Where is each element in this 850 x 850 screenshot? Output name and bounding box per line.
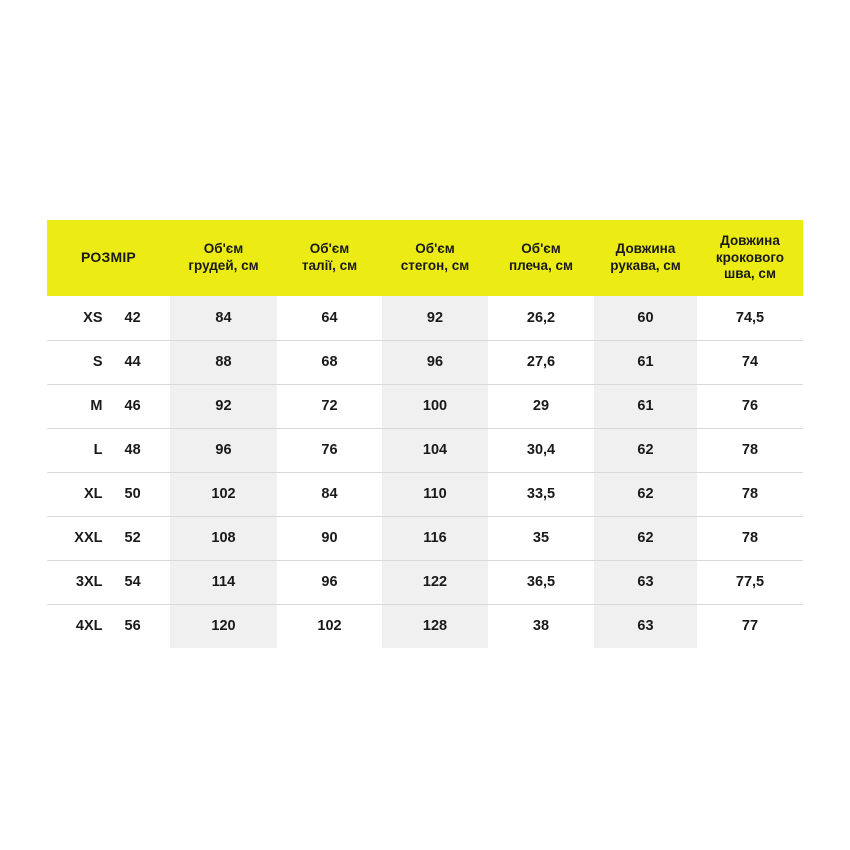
size-table	[47, 220, 803, 648]
cell-inseam: 77,5	[697, 560, 803, 604]
column-header-sleeve-line2: рукава, см	[610, 258, 681, 273]
cell-shoulder: 26,2	[488, 296, 594, 340]
cell-hips: 110	[382, 472, 488, 516]
cell-chest: 120	[170, 604, 277, 648]
size-letter: 4XL	[75, 618, 103, 635]
cell-sleeve: 63	[594, 560, 697, 604]
size-letter: L	[93, 442, 103, 458]
cell-waist: 96	[277, 560, 382, 604]
cell-size	[47, 428, 170, 472]
cell-size	[47, 296, 170, 340]
size-number: 52	[124, 530, 141, 546]
cell-inseam: 78	[697, 428, 803, 472]
cell-waist: 102	[277, 604, 382, 648]
column-header-waist-line2: талії, см	[301, 258, 358, 273]
cell-hips: 92	[382, 296, 488, 340]
cell-size	[47, 516, 170, 560]
column-header-sleeve	[594, 220, 697, 296]
cell-sleeve: 62	[594, 516, 697, 560]
cell-waist: 76	[277, 428, 382, 472]
cell-hips: 116	[382, 516, 488, 560]
size-letter: M	[90, 398, 103, 414]
column-header-shoulder-line1: Об'єм	[521, 241, 561, 257]
cell-hips: 100	[382, 384, 488, 428]
column-header-hips-line2: стегон, см	[400, 258, 470, 273]
cell-chest: 96	[170, 428, 277, 472]
size-letter: XL	[83, 486, 103, 502]
cell-shoulder: 38	[488, 604, 594, 648]
table-row	[47, 340, 803, 384]
size-letter: S	[92, 354, 103, 370]
cell-chest: 102	[170, 472, 277, 516]
size-number: 42	[124, 309, 141, 326]
size-table-container	[47, 220, 803, 648]
cell-chest: 108	[170, 516, 277, 560]
cell-shoulder: 27,6	[488, 340, 594, 384]
size-number: 44	[124, 354, 141, 370]
table-row	[47, 428, 803, 472]
size-number: 54	[124, 574, 141, 590]
size-number: 56	[124, 618, 141, 635]
column-header-shoulder-line2: плеча, см	[508, 258, 574, 273]
column-header-inseam-line3: шва, см	[724, 266, 776, 282]
cell-inseam: 74	[697, 340, 803, 384]
cell-shoulder: 36,5	[488, 560, 594, 604]
table-row	[47, 384, 803, 428]
cell-hips: 122	[382, 560, 488, 604]
column-header-chest-line2: грудей, см	[188, 258, 259, 273]
column-header-sleeve-line1: Довжина	[615, 241, 676, 257]
cell-chest: 114	[170, 560, 277, 604]
cell-inseam: 76	[697, 384, 803, 428]
cell-sleeve: 63	[594, 604, 697, 648]
column-header-size	[47, 220, 170, 296]
cell-sleeve: 62	[594, 472, 697, 516]
cell-waist: 90	[277, 516, 382, 560]
cell-sleeve: 62	[594, 428, 697, 472]
cell-sleeve: 60	[594, 296, 697, 340]
column-header-hips	[382, 220, 488, 296]
size-letter: 3XL	[75, 574, 103, 590]
cell-chest: 84	[170, 296, 277, 340]
table-row	[47, 296, 803, 340]
cell-size	[47, 472, 170, 516]
cell-inseam: 78	[697, 516, 803, 560]
size-letter: XS	[83, 309, 103, 326]
cell-waist: 72	[277, 384, 382, 428]
size-letter: XXL	[74, 530, 103, 546]
table-row	[47, 516, 803, 560]
cell-size	[47, 340, 170, 384]
cell-shoulder: 33,5	[488, 472, 594, 516]
column-header-inseam-line1: Довжина	[720, 232, 780, 248]
cell-inseam: 77	[697, 604, 803, 648]
column-header-inseam-line2: крокового	[715, 249, 785, 265]
cell-waist: 64	[277, 296, 382, 340]
column-header-waist-line1: Об'єм	[309, 241, 350, 257]
cell-size	[47, 384, 170, 428]
cell-inseam: 74,5	[697, 296, 803, 340]
header-row	[47, 220, 803, 296]
column-header-waist	[277, 220, 382, 296]
cell-chest: 92	[170, 384, 277, 428]
cell-hips: 128	[382, 604, 488, 648]
column-header-chest-line1: Об'єм	[203, 241, 244, 257]
table-row	[47, 560, 803, 604]
cell-sleeve: 61	[594, 340, 697, 384]
cell-size	[47, 604, 170, 648]
cell-inseam: 78	[697, 472, 803, 516]
column-header-hips-line1: Об'єм	[415, 241, 455, 257]
column-header-chest	[170, 220, 277, 296]
cell-shoulder: 35	[488, 516, 594, 560]
cell-shoulder: 29	[488, 384, 594, 428]
table-row	[47, 604, 803, 648]
cell-chest: 88	[170, 340, 277, 384]
column-header-inseam	[697, 220, 803, 296]
column-header-size-label: РОЗМІР	[81, 249, 136, 266]
cell-waist: 68	[277, 340, 382, 384]
size-number: 46	[124, 398, 141, 414]
cell-hips: 96	[382, 340, 488, 384]
size-number: 50	[124, 486, 141, 502]
cell-shoulder: 30,4	[488, 428, 594, 472]
column-header-shoulder	[488, 220, 594, 296]
cell-waist: 84	[277, 472, 382, 516]
table-body	[47, 296, 803, 648]
table-row	[47, 472, 803, 516]
cell-hips: 104	[382, 428, 488, 472]
cell-size	[47, 560, 170, 604]
size-number: 48	[124, 442, 141, 458]
cell-sleeve: 61	[594, 384, 697, 428]
table-header	[47, 220, 803, 296]
